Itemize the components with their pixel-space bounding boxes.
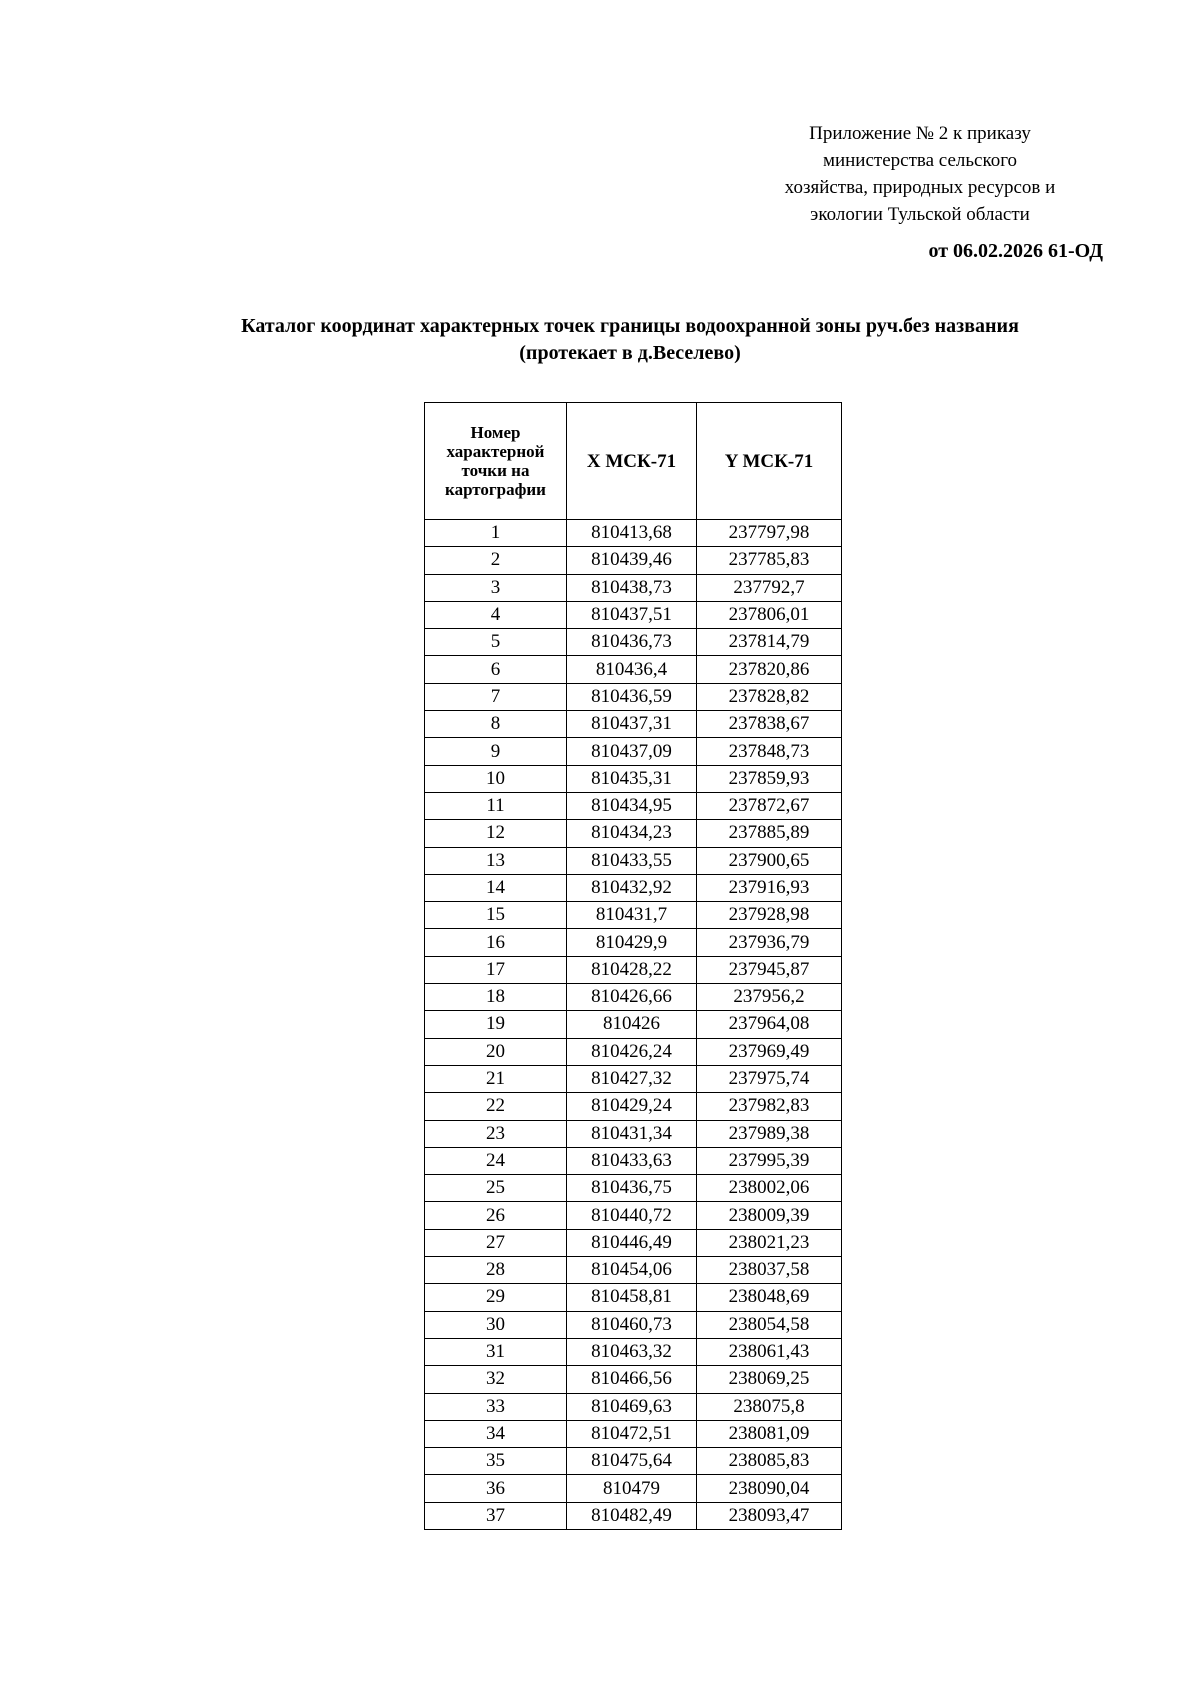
cell-x-coordinate: 810472,51 <box>567 1420 697 1447</box>
cell-point-number: 11 <box>425 792 567 819</box>
cell-point-number: 32 <box>425 1366 567 1393</box>
table-row <box>425 1038 842 1065</box>
cell-point-number: 35 <box>425 1448 567 1475</box>
cell-y-coordinate: 237928,98 <box>697 902 842 929</box>
table-row <box>425 902 842 929</box>
cell-y-coordinate: 238069,25 <box>697 1366 842 1393</box>
cell-point-number: 7 <box>425 683 567 710</box>
cell-x-coordinate: 810434,95 <box>567 792 697 819</box>
cell-y-coordinate: 237806,01 <box>697 601 842 628</box>
cell-y-coordinate: 237989,38 <box>697 1120 842 1147</box>
cell-x-coordinate: 810466,56 <box>567 1366 697 1393</box>
cell-y-coordinate: 237872,67 <box>697 792 842 819</box>
cell-x-coordinate: 810413,68 <box>567 520 697 547</box>
cell-y-coordinate: 237969,49 <box>697 1038 842 1065</box>
cell-point-number: 13 <box>425 847 567 874</box>
cell-point-number: 20 <box>425 1038 567 1065</box>
cell-point-number: 21 <box>425 1065 567 1092</box>
cell-y-coordinate: 237900,65 <box>697 847 842 874</box>
cell-x-coordinate: 810433,55 <box>567 847 697 874</box>
cell-point-number: 33 <box>425 1393 567 1420</box>
cell-point-number: 6 <box>425 656 567 683</box>
cell-point-number: 25 <box>425 1175 567 1202</box>
cell-y-coordinate: 237885,89 <box>697 820 842 847</box>
cell-y-coordinate: 237982,83 <box>697 1093 842 1120</box>
cell-point-number: 1 <box>425 520 567 547</box>
table-row <box>425 520 842 547</box>
cell-point-number: 5 <box>425 629 567 656</box>
cell-point-number: 8 <box>425 711 567 738</box>
cell-x-coordinate: 810469,63 <box>567 1393 697 1420</box>
table-row <box>425 847 842 874</box>
cell-y-coordinate: 237797,98 <box>697 520 842 547</box>
cell-y-coordinate: 237838,67 <box>697 711 842 738</box>
cell-x-coordinate: 810436,75 <box>567 1175 697 1202</box>
cell-point-number: 26 <box>425 1202 567 1229</box>
cell-y-coordinate: 237956,2 <box>697 984 842 1011</box>
cell-y-coordinate: 237945,87 <box>697 956 842 983</box>
cell-x-coordinate: 810435,31 <box>567 765 697 792</box>
cell-x-coordinate: 810433,63 <box>567 1147 697 1174</box>
cell-x-coordinate: 810440,72 <box>567 1202 697 1229</box>
cell-y-coordinate: 238061,43 <box>697 1338 842 1365</box>
table-row <box>425 1475 842 1502</box>
table-row <box>425 1338 842 1365</box>
cell-point-number: 2 <box>425 547 567 574</box>
table-row <box>425 629 842 656</box>
cell-point-number: 18 <box>425 984 567 1011</box>
document-title <box>60 313 1200 367</box>
cell-y-coordinate: 237820,86 <box>697 656 842 683</box>
cell-y-coordinate: 238037,58 <box>697 1257 842 1284</box>
cell-point-number: 10 <box>425 765 567 792</box>
table-row <box>425 656 842 683</box>
cell-point-number: 29 <box>425 1284 567 1311</box>
cell-x-coordinate: 810426,24 <box>567 1038 697 1065</box>
cell-x-coordinate: 810426,66 <box>567 984 697 1011</box>
table-row <box>425 929 842 956</box>
table-row <box>425 1502 842 1529</box>
table-row <box>425 874 842 901</box>
appendix-header <box>760 120 1080 228</box>
cell-x-coordinate: 810446,49 <box>567 1229 697 1256</box>
table-row <box>425 1175 842 1202</box>
cell-point-number: 14 <box>425 874 567 901</box>
header-y-coordinate: Y МСК-71 <box>697 403 842 520</box>
table-row <box>425 765 842 792</box>
cell-y-coordinate: 237936,79 <box>697 929 842 956</box>
cell-y-coordinate: 238002,06 <box>697 1175 842 1202</box>
cell-point-number: 9 <box>425 738 567 765</box>
cell-y-coordinate: 237964,08 <box>697 1011 842 1038</box>
cell-x-coordinate: 810436,4 <box>567 656 697 683</box>
cell-y-coordinate: 237995,39 <box>697 1147 842 1174</box>
table-row <box>425 984 842 1011</box>
table-row <box>425 1420 842 1447</box>
cell-point-number: 12 <box>425 820 567 847</box>
cell-y-coordinate: 237792,7 <box>697 574 842 601</box>
cell-x-coordinate: 810434,23 <box>567 820 697 847</box>
cell-point-number: 30 <box>425 1311 567 1338</box>
title-line-2: (протекает в д.Веселево) <box>519 342 741 364</box>
cell-point-number: 36 <box>425 1475 567 1502</box>
cell-x-coordinate: 810437,09 <box>567 738 697 765</box>
title-line-1: Каталог координат характерных точек границы водоохранной зоны руч.без названия <box>241 315 1019 337</box>
cell-x-coordinate: 810431,7 <box>567 902 697 929</box>
cell-y-coordinate: 237848,73 <box>697 738 842 765</box>
table-row <box>425 547 842 574</box>
table-row <box>425 1011 842 1038</box>
cell-y-coordinate: 237785,83 <box>697 547 842 574</box>
coordinates-table <box>424 402 842 1530</box>
cell-x-coordinate: 810458,81 <box>567 1284 697 1311</box>
cell-x-coordinate: 810475,64 <box>567 1448 697 1475</box>
header-x-coordinate: X МСК-71 <box>567 403 697 520</box>
cell-x-coordinate: 810436,73 <box>567 629 697 656</box>
cell-y-coordinate: 237916,93 <box>697 874 842 901</box>
table-row <box>425 1284 842 1311</box>
header-point-number: Номер характерной точки на картографии <box>425 403 567 520</box>
table-row <box>425 683 842 710</box>
table-row <box>425 1366 842 1393</box>
table-row <box>425 601 842 628</box>
table-row <box>425 1120 842 1147</box>
cell-y-coordinate: 237828,82 <box>697 683 842 710</box>
cell-y-coordinate: 238054,58 <box>697 1311 842 1338</box>
table-row <box>425 1257 842 1284</box>
cell-x-coordinate: 810439,46 <box>567 547 697 574</box>
cell-point-number: 22 <box>425 1093 567 1120</box>
table-row <box>425 1311 842 1338</box>
appendix-line: хозяйства, природных ресурсов и <box>784 177 1056 198</box>
table-row <box>425 1065 842 1092</box>
table-row <box>425 792 842 819</box>
appendix-line: экологии Тульской области <box>810 204 1030 225</box>
cell-y-coordinate: 238093,47 <box>697 1502 842 1529</box>
cell-point-number: 34 <box>425 1420 567 1447</box>
table-header-row <box>425 403 842 520</box>
cell-x-coordinate: 810432,92 <box>567 874 697 901</box>
cell-point-number: 16 <box>425 929 567 956</box>
cell-x-coordinate: 810460,73 <box>567 1311 697 1338</box>
cell-point-number: 17 <box>425 956 567 983</box>
cell-x-coordinate: 810429,24 <box>567 1093 697 1120</box>
cell-x-coordinate: 810454,06 <box>567 1257 697 1284</box>
cell-point-number: 27 <box>425 1229 567 1256</box>
cell-point-number: 24 <box>425 1147 567 1174</box>
appendix-line: министерства сельского <box>822 150 1018 171</box>
table-row <box>425 1393 842 1420</box>
cell-point-number: 31 <box>425 1338 567 1365</box>
cell-y-coordinate: 238075,8 <box>697 1393 842 1420</box>
cell-point-number: 28 <box>425 1257 567 1284</box>
cell-y-coordinate: 238085,83 <box>697 1448 842 1475</box>
cell-point-number: 19 <box>425 1011 567 1038</box>
cell-x-coordinate: 810431,34 <box>567 1120 697 1147</box>
cell-y-coordinate: 238081,09 <box>697 1420 842 1447</box>
table-body <box>425 520 842 1530</box>
cell-x-coordinate: 810479 <box>567 1475 697 1502</box>
cell-y-coordinate: 237975,74 <box>697 1065 842 1092</box>
cell-y-coordinate: 237859,93 <box>697 765 842 792</box>
table-row <box>425 1147 842 1174</box>
cell-point-number: 4 <box>425 601 567 628</box>
cell-point-number: 23 <box>425 1120 567 1147</box>
order-date: от 06.02.2026 61-ОД <box>928 240 1103 262</box>
table-row <box>425 738 842 765</box>
cell-x-coordinate: 810482,49 <box>567 1502 697 1529</box>
cell-point-number: 3 <box>425 574 567 601</box>
cell-x-coordinate: 810438,73 <box>567 574 697 601</box>
cell-y-coordinate: 238048,69 <box>697 1284 842 1311</box>
table-row <box>425 1448 842 1475</box>
table-row <box>425 1229 842 1256</box>
cell-x-coordinate: 810428,22 <box>567 956 697 983</box>
cell-x-coordinate: 810427,32 <box>567 1065 697 1092</box>
table-row <box>425 820 842 847</box>
cell-x-coordinate: 810429,9 <box>567 929 697 956</box>
table-row <box>425 711 842 738</box>
cell-point-number: 37 <box>425 1502 567 1529</box>
cell-y-coordinate: 238021,23 <box>697 1229 842 1256</box>
cell-x-coordinate: 810463,32 <box>567 1338 697 1365</box>
cell-point-number: 15 <box>425 902 567 929</box>
cell-x-coordinate: 810437,31 <box>567 711 697 738</box>
appendix-line: Приложение № 2 к приказу <box>809 123 1031 144</box>
table-row <box>425 956 842 983</box>
cell-y-coordinate: 238009,39 <box>697 1202 842 1229</box>
table-row <box>425 574 842 601</box>
table-row <box>425 1093 842 1120</box>
cell-x-coordinate: 810426 <box>567 1011 697 1038</box>
table-row <box>425 1202 842 1229</box>
cell-y-coordinate: 238090,04 <box>697 1475 842 1502</box>
cell-x-coordinate: 810437,51 <box>567 601 697 628</box>
cell-y-coordinate: 237814,79 <box>697 629 842 656</box>
cell-x-coordinate: 810436,59 <box>567 683 697 710</box>
